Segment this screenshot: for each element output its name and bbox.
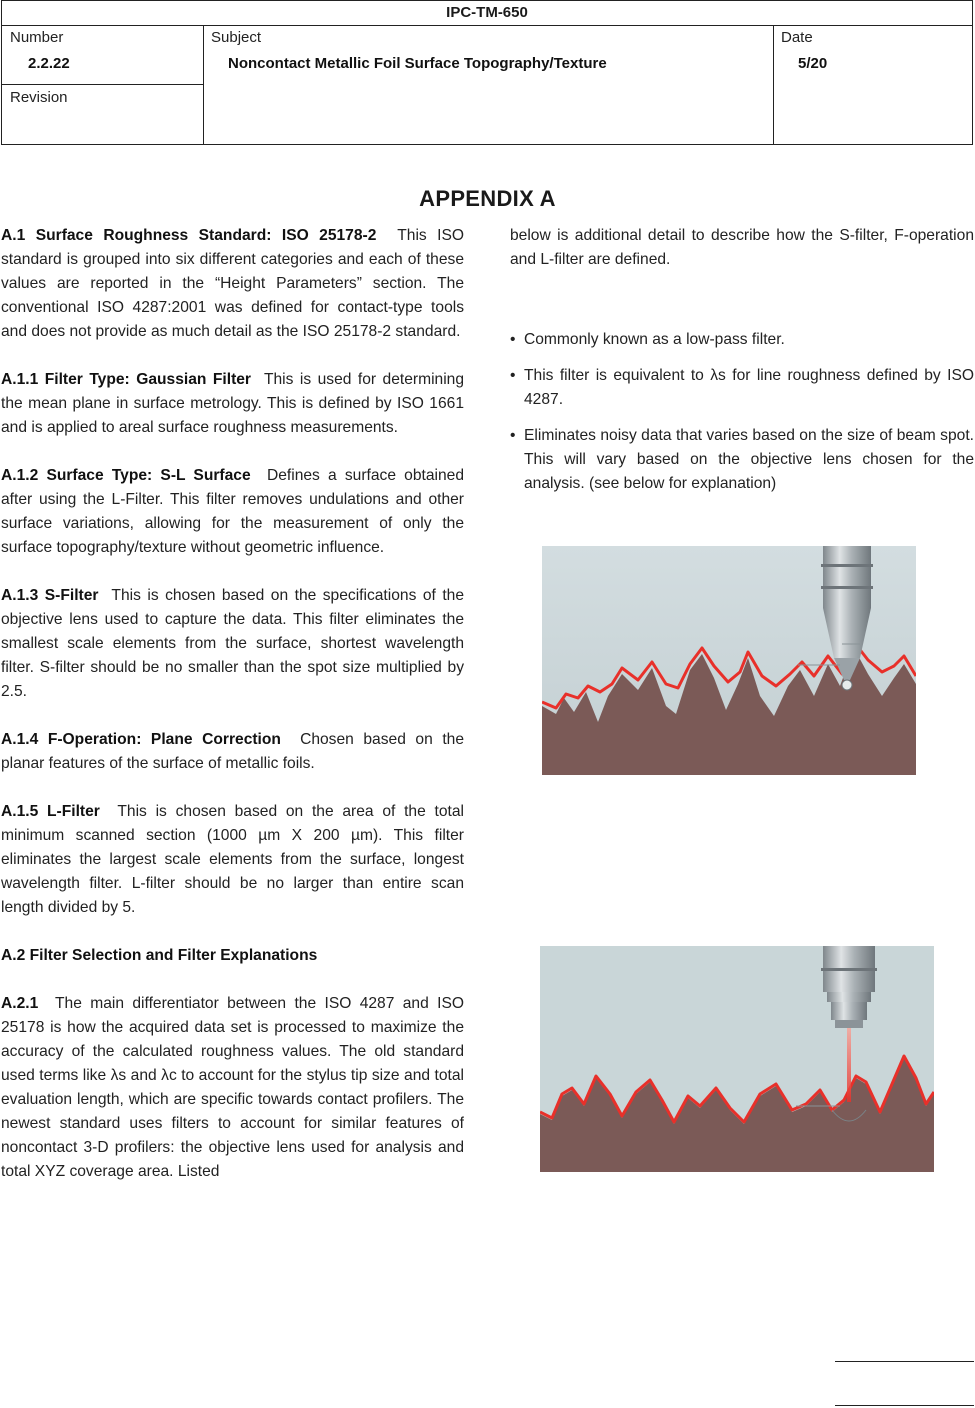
list-item: • This filter is equivalent to λs for line roughness defined by ISO 4287. [510, 364, 974, 412]
section-a1-5 [1, 800, 464, 920]
appendix-title: APPENDIX A [419, 186, 556, 211]
section-heading: A.1.5 L-Filter [1, 803, 100, 820]
footer-rule [835, 1361, 974, 1362]
optical-profiler-figure [540, 946, 934, 1172]
section-body: This ISO standard is grouped into six different categories and each of these values are reported in the “Height Parameters” section. The conventional ISO 4287:2001 was defined for contact-type tools and does not provide as much detail as the ISO 25178-2 standard. [1, 227, 464, 340]
section-body: This is used for determining the mean plane in surface metrology. This is defined by ISO 1661 and is applied to areal surface roughness measurements. [1, 371, 465, 436]
list-item: • Commonly known as a low-pass filter. [510, 328, 974, 352]
section-heading: A.1.4 F-Operation: Plane Correction [1, 731, 281, 748]
date-label: Date [781, 29, 813, 46]
section-a1-4 [1, 728, 464, 776]
list-item: • Eliminates noisy data that varies based on the size of beam spot. This will vary based on the objective lens chosen for the analysis. (see below for explanation) [510, 424, 974, 496]
section-heading: A.2.1 [1, 995, 39, 1012]
subject-label: Subject [211, 29, 262, 46]
section-heading: A.1 Surface Roughness Standard: ISO 25178-2 [1, 227, 377, 244]
document-header-table [1, 0, 973, 145]
section-a1-2 [1, 464, 464, 560]
doc-title: IPC-TM-650 [2, 1, 972, 26]
section-a1-1 [1, 368, 464, 440]
revision-label: Revision [10, 89, 68, 106]
section-a1 [1, 224, 464, 344]
number-value: 2.2.22 [28, 55, 70, 72]
section-body: The main differentiator between the ISO 4287 and ISO 25178 is how the acquired data set is processed to maximize the accuracy of the calculated roughness values. The old standard used terms like λs and λc to account for the stylus tip size and total evaluation length, which are specific towards contact profilers. The newest standard uses filters to account for similar features of noncontact 3-D profilers: the objective lens used for analysis and total XYZ coverage area. Listed [1, 995, 464, 1180]
date-value: 5/20 [798, 55, 828, 72]
header-divider [773, 26, 774, 145]
section-a1-3 [1, 584, 464, 704]
section-body: This is chosen based on the area of the total minimum scanned section (1000 µm X 200 µm). This filter eliminates the largest scale elements from the surface, longest wavelength filter. L-filter should be no larger than entire scan length divided by 5. [1, 803, 464, 916]
section-heading: A.1.3 S-Filter [1, 587, 99, 604]
section-body: This is chosen based on the specifications of the objective lens used to capture the data. This filter eliminates the smallest scale elements from the surface, shortest wavelength filter. S-filter should be no smaller than the spot size multiplied by 2.5. [1, 587, 464, 700]
section-a2-1 [1, 992, 464, 1184]
footer-rule [835, 1405, 974, 1406]
right-column [510, 224, 974, 508]
section-a2-heading: A.2 Filter Selection and Filter Explanations [1, 947, 318, 964]
section-heading: A.1.2 Surface Type: S-L Surface [1, 467, 251, 484]
subject-value: Noncontact Metallic Foil Surface Topography/Texture [228, 55, 607, 72]
laser-beam [847, 1028, 851, 1102]
stylus-profiler-figure [542, 546, 916, 775]
section-heading: A.1.1 Filter Type: Gaussian Filter [1, 371, 252, 388]
number-label: Number [10, 29, 64, 46]
section-body: Defines a surface obtained after using the L-Filter. This filter removes undulations and other surface variations, allowing for the measurement of only the surface topography/texture without geometric influence. [1, 467, 465, 556]
s-filter-bullets [510, 328, 974, 496]
header-divider [203, 26, 204, 145]
section-body: Chosen based on the planar features of the surface of metallic foils. [1, 731, 465, 772]
continuation-paragraph: below is additional detail to describe how the S-filter, F-operation and L-filter are defined. [510, 227, 974, 268]
left-column [1, 224, 464, 1208]
header-divider [2, 84, 203, 85]
